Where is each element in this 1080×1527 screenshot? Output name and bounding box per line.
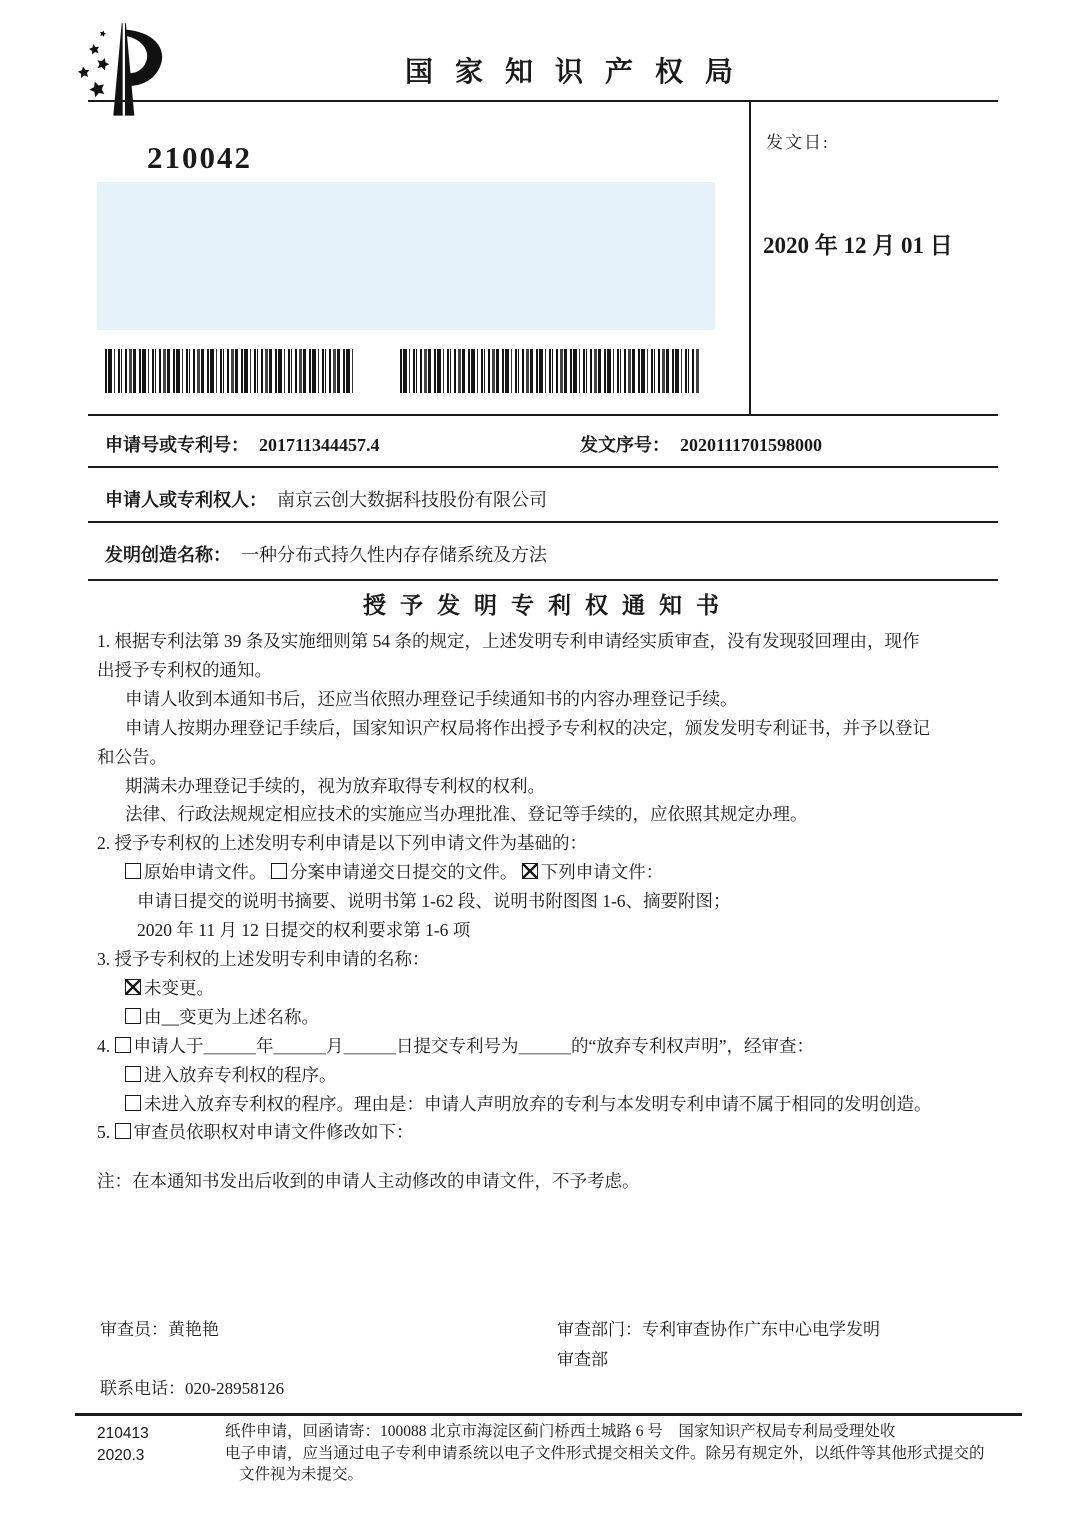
body-line: 进入放弃专利权的程序。 (97, 1061, 1017, 1090)
body-line: 2020 年 11 月 12 日提交的权利要求第 1-6 项 (137, 920, 471, 941)
body-line: 5. 审查员依职权对申请文件修改如下： (97, 1122, 414, 1143)
application-number-row (105, 431, 380, 457)
checkbox-checked-icon (522, 863, 538, 879)
phone-label: 联系电话： (100, 1379, 185, 1398)
footer-line: 文件视为未提交。 (239, 1466, 364, 1483)
body-line: 1. 根据专利法第 39 条及实施细则第 54 条的规定，上述发明专利申请经实质审查，没有发现驳回理由，现作 (97, 631, 920, 651)
body-line: 和公告。 (97, 746, 167, 767)
notice-body (97, 627, 1017, 1147)
checkbox-unchecked-icon (271, 863, 287, 879)
examiner-label: 审查员： (100, 1320, 168, 1339)
serial-number-value: 2020111701598000 (680, 435, 823, 455)
examiner-row (100, 1315, 219, 1340)
examiner-name: 黄艳艳 (168, 1320, 219, 1339)
body-line: 申请人按期办理登记手续后，国家知识产权局将作出授予专利权的决定，颁发发明专利证书，并予以登记 (125, 717, 930, 738)
phone-value: 020-28958126 (185, 1379, 285, 1398)
divider (88, 521, 998, 523)
invention-title-label: 发明创造名称： (105, 545, 231, 565)
form-code: 210042 (147, 140, 252, 175)
serial-number-label: 发文序号： (580, 435, 670, 455)
applicant-row (105, 486, 547, 512)
body-line: 法律、行政法规规定相应技术的实施应当办理批准、登记等手续的，应依照其规定办理。 (125, 804, 808, 825)
body-line: 期满未办理登记手续的，视为放弃取得专利权的权利。 (125, 775, 545, 796)
notice-title: 授予发明专利权通知书 (363, 593, 733, 618)
invention-title-value: 一种分布式持久性内存存储系统及方法 (241, 545, 547, 565)
issue-date: 2020 年 12 月 01 日 (763, 233, 953, 258)
address-highlight-box (97, 182, 715, 330)
body-line: 未进入放弃专利权的程序。理由是：申请人声明放弃的专利与本发明专利申请不属于相同的发明创造。 (97, 1090, 1017, 1119)
checkbox-unchecked-icon (125, 863, 141, 879)
checkbox-unchecked-icon (115, 1037, 131, 1053)
phone-row (100, 1374, 284, 1399)
checkbox-unchecked-icon (125, 1066, 141, 1082)
department-row (557, 1315, 880, 1375)
applicant-value: 南京云创大数据科技股份有限公司 (277, 490, 547, 510)
issue-date-label: 发文日: (766, 133, 830, 152)
serial-number-row (580, 431, 822, 457)
body-line: 未变更。 (97, 974, 1017, 1003)
divider (88, 466, 998, 468)
body-line: 2. 授予专利权的上述发明专利申请是以下列申请文件为基础的： (97, 833, 587, 854)
footer-text (225, 1421, 1025, 1486)
footer-form-ids (97, 1423, 149, 1467)
note-line: 注：在本通知书发出后收到的申请人主动修改的申请文件，不予考虑。 (97, 1171, 640, 1191)
checkbox-checked-icon (125, 979, 141, 995)
agency-title: 国家知识产权局 (404, 57, 756, 88)
body-line: 3. 授予专利权的上述发明专利申请的名称： (97, 948, 430, 969)
application-number-label: 申请号或专利号： (105, 435, 249, 455)
divider (88, 579, 998, 581)
footer-divider (75, 1413, 1022, 1416)
body-line: 4. 申请人于＿＿＿年＿＿＿月＿＿＿日提交专利号为＿＿＿的“放弃专利权声明”，经审查： (97, 1035, 815, 1056)
footer-line: 纸件申请，回函请寄：100088 北京市海淀区蓟门桥西土城路 6 号 国家知识产权局专利局受理处收 (225, 1423, 896, 1440)
divider (88, 100, 998, 102)
department-line-2: 审查部 (557, 1350, 608, 1369)
invention-title-row (105, 541, 547, 567)
footer-form-id: 210413 (97, 1425, 149, 1442)
footer-line: 电子申请，应当通过电子专利申请系统以电子文件形式提交相关文件。除另有规定外，以纸件等其他形式提交的 (225, 1444, 985, 1462)
body-line: 出授予专利权的通知。 (97, 659, 272, 680)
divider (88, 414, 998, 416)
checkbox-unchecked-icon (125, 1095, 141, 1111)
barcode (400, 349, 700, 393)
footer-form-version: 2020.3 (97, 1447, 145, 1464)
department-line-1 (557, 1315, 880, 1345)
applicant-label: 申请人或专利权人： (105, 490, 267, 510)
body-line: 申请日提交的说明书摘要、说明书第 1-62 段、说明书附图图 1-6、摘要附图； (137, 891, 731, 912)
body-line: 原始申请文件。 分案申请递交日提交的文件。 下列申请文件： (97, 858, 1017, 887)
header-vertical-divider (749, 100, 751, 414)
body-line: 申请人收到本通知书后，还应当依照办理登记手续通知书的内容办理登记手续。 (125, 688, 738, 709)
body-line: 由__变更为上述名称。 (97, 1003, 1017, 1032)
cnipa-logo-icon (68, 18, 188, 123)
barcode (105, 349, 353, 393)
department-label: 审查部门： (557, 1320, 642, 1339)
checkbox-unchecked-icon (125, 1008, 141, 1024)
application-number-value: 201711344457.4 (259, 435, 380, 455)
checkbox-unchecked-icon (115, 1123, 131, 1139)
department-value: 专利审查协作广东中心电学发明 (642, 1320, 880, 1339)
